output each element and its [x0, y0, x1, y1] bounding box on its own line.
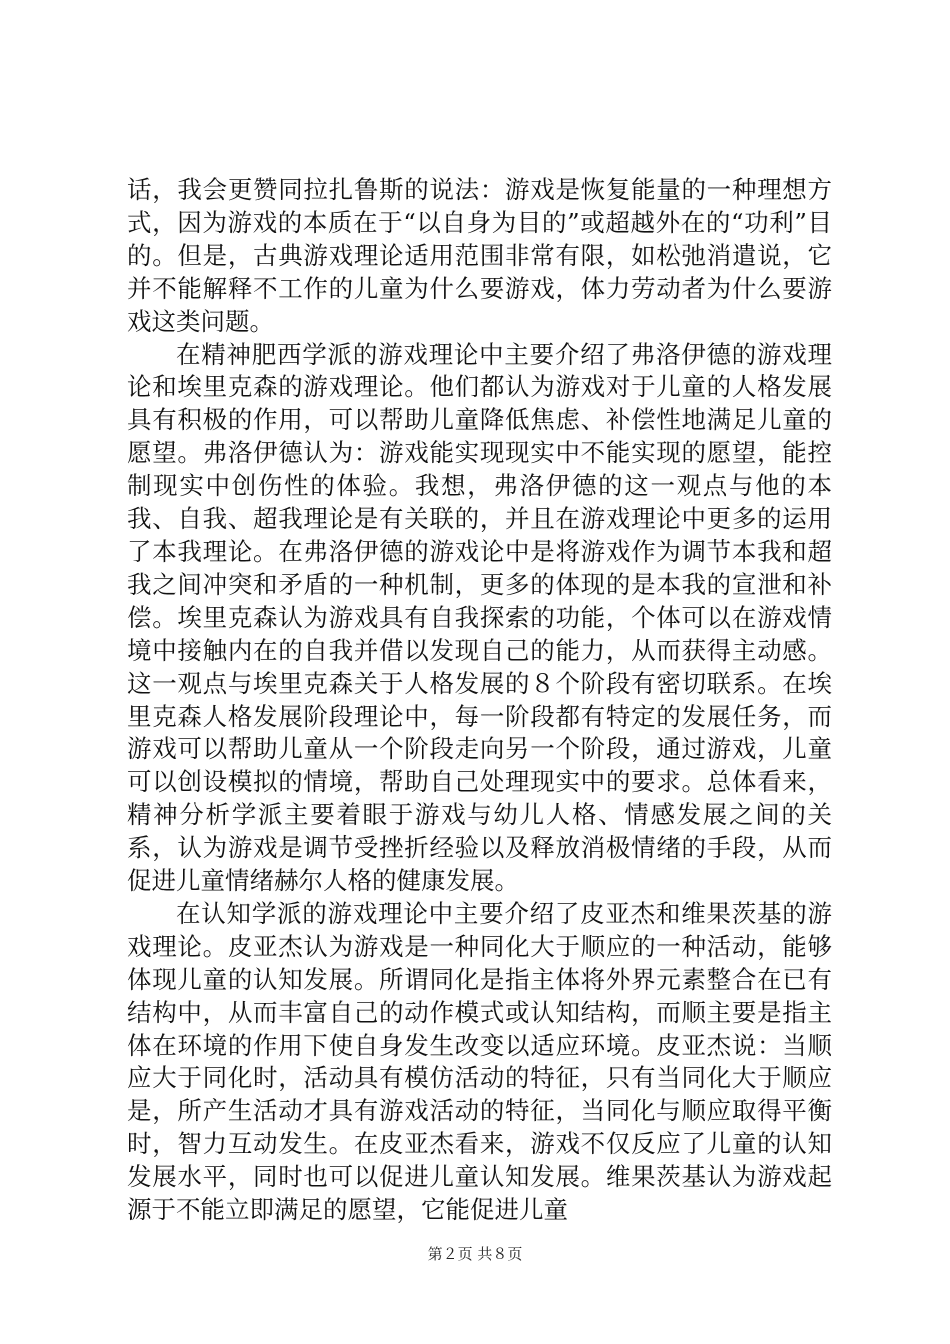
paragraph-3: 在认知学派的游戏理论中主要介绍了皮亚杰和维果茨基的游戏理论。皮亚杰认为游戏是一种同化大于顺应的一种活动，能够体现儿童的认知发展。所谓同化是指主体将外界元素整合在已有结构中，从而丰富自己的动作模式或认知结构，而顺主要是指主体在环境的作用下使自身发生改变以适应环境。皮亚杰说：当顺应大于同化时，活动具有模仿活动的特征，只有当同化大于顺应是，所产生活动才具有游戏活动的特征，当同化与顺应取得平衡时，智力互动发生。在皮亚杰看来，游戏不仅反应了儿童的认知发展水平，同时也可以促进儿童认知发展。维果茨基认为游戏起源于不能立即满足的愿望，它能促进儿童 [127, 898, 832, 1225]
document-body [127, 174, 832, 1227]
page-number-footer: 第２页 共８页 [427, 1245, 523, 1263]
paragraph-2: 在精神肥西学派的游戏理论中主要介绍了弗洛伊德的游戏理论和埃里克森的游戏理论。他们都认为游戏对于儿童的人格发展具有积极的作用，可以帮助儿童降低焦虑、补偿性地满足儿童的愿望。弗洛伊德认为：游戏能实现现实中不能实现的愿望，能控制现实中创伤性的体验。我想，弗洛伊德的这一观点与他的本我、自我、超我理论是有关联的，并且在游戏理论中更多的运用了本我理论。在弗洛伊德的游戏论中是将游戏作为调节本我和超我之间冲突和矛盾的一种机制，更多的体现的是本我的宣泄和补偿。埃里克森认为游戏具有自我探索的功能，个体可以在游戏情境中接触内在的自我并借以发现自己的能力，从而获得主动感。这一观点与埃里克森关于人格发展的８个阶段有密切联系。在埃里克森人格发展阶段理论中，每一阶段都有特定的发展任务，而游戏可以帮助儿童从一个阶段走向另一个阶段，通过游戏，儿童可以创设模拟的情境，帮助自己处理现实中的要求。总体看来，精神分析学派主要着眼于游戏与幼儿人格、情感发展之间的关系，认为游戏是调节受挫折经验以及释放消极情绪的手段，从而促进儿童情绪赫尔人格的健康发展。 [127, 339, 832, 896]
paragraph-1: 话，我会更赞同拉扎鲁斯的说法：游戏是恢复能量的一种理想方式，因为游戏的本质在于“以自身为目的”或超越外在的“功利”目的。但是，古典游戏理论适用范围非常有限，如松弛消遣说，它并不能解释不工作的儿童为什么要游戏，体力劳动者为什么要游戏这类问题。 [127, 175, 832, 336]
